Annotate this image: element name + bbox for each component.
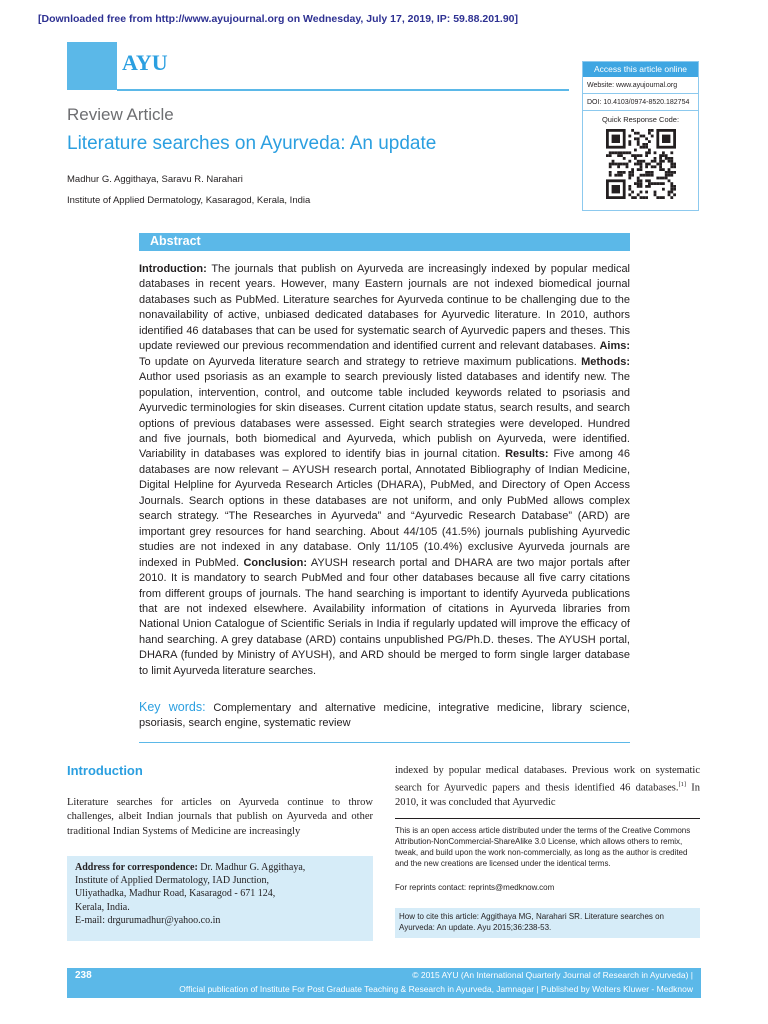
article-type: Review Article bbox=[67, 105, 174, 124]
correspondence-line3: Kerala, India. bbox=[75, 901, 130, 913]
correspondence-box bbox=[67, 856, 373, 941]
results-label: Results: bbox=[505, 448, 549, 461]
introduction-label: Introduction: bbox=[139, 263, 207, 275]
website-link[interactable]: Website: www.ayujournal.org bbox=[583, 77, 698, 94]
license-rule bbox=[395, 818, 700, 819]
abstract-methods: Author used psoriasis as an example to search previously listed databases and identify new. The population, intervention, control, and outcome table included keywords related to psoriasis and Ayurvedic terminologies for skin diseases. Current citation update status, search results, and search options of previous databases were assessed. Eight search strategies were developed. Hundred and five journals, both biomedical and Ayurveda, which publish on Ayurveda, were identified. Variability in databases was explored to identify bias in journal citation. bbox=[139, 371, 630, 461]
correspondence-line1: Institute of Applied Dermatology, IAD Junction, bbox=[75, 875, 270, 887]
abstract-body bbox=[139, 262, 630, 679]
qr-code-icon[interactable] bbox=[606, 129, 676, 199]
page-number: 238 bbox=[75, 970, 92, 981]
correspondence-email[interactable]: E-mail: drgurumadhur@yahoo.co.in bbox=[75, 914, 221, 926]
abstract-aims: To update on Ayurveda literature search and strategy to retrieve maximum publications. bbox=[139, 355, 577, 368]
affiliation: Institute of Applied Dermatology, Kasaragod, Kerala, India bbox=[67, 195, 311, 206]
correspondence-label: Address for correspondence: bbox=[75, 862, 198, 873]
access-online-box bbox=[582, 61, 699, 211]
access-online-heading: Access this article online bbox=[583, 62, 698, 77]
journal-logo-block bbox=[67, 42, 117, 90]
keywords-list: Complementary and alternative medicine, integrative medicine, library science, psoriasis, search engine, systematic review bbox=[139, 702, 630, 730]
footer-publisher: Official publication of Institute For Post Graduate Teaching & Research in Ayurveda, Jamnagar | Published by Wolters Kluwer - Medknow bbox=[179, 984, 693, 994]
introduction-heading: Introduction bbox=[67, 763, 143, 778]
keywords-label: Key words: bbox=[139, 700, 206, 714]
abstract-conclusion: AYUSH research portal and DHARA are two major portals after 2010. It is mandatory to search PubMed and four other databases because all five carry citations from different groups of journals. The hand searching is important to identify Ayurveda publications that are not indexed elsewhere. Availability information of citations in Ayurveda libraries from National Union Catalogue of Scientific Serials in India if regularly updated will improve the efficacy of hand searching. A grey database (ARD) contains unpublished PG/Ph.D. theses. The AYUSH portal, DHARA (funded by Ministry of AYUSH), and ARD should be merged to form single larger database to limit Ayurveda literature searches. bbox=[139, 556, 631, 677]
qr-label: Quick Response Code: bbox=[601, 115, 680, 124]
footer-copyright: © 2015 AYU (An International Quarterly Journal of Research in Ayurveda) | bbox=[412, 970, 693, 980]
header-rule bbox=[117, 89, 569, 91]
abstract-heading-bar bbox=[139, 233, 630, 251]
abstract-introduction: The journals that publish on Ayurveda are increasingly indexed by popular medical databases in recent years. However, many Eastern journals are not indexed biomedical journal databases such as PubMed. Literature searches for Ayurveda continue to be challenging due to the nonavailability of active, unbiased dedicated databases for Ayurvedic literature. In 2010, authors identified 46 databases that can be used for systematic search of Ayurvedic papers and theses. This update reviewed our previous recommendation and identified current and relevant databases. bbox=[139, 263, 631, 353]
keywords bbox=[139, 700, 630, 732]
download-note: [Downloaded free from http://www.ayujournal.org on Wednesday, July 17, 2019, IP: 59.88.201.90] bbox=[38, 13, 519, 25]
introduction-right-text: indexed by popular medical databases. Previous work on systematic search for Ayurvedic papers and thesis identified 46 databases. bbox=[395, 765, 700, 794]
correspondence-name: Dr. Madhur G. Aggithaya, bbox=[200, 862, 306, 873]
authors: Madhur G. Aggithaya, Saravu R. Narahari bbox=[67, 174, 243, 185]
aims-label: Aims: bbox=[599, 340, 631, 353]
introduction-left-column: Literature searches for articles on Ayurveda continue to throw challenges, albeit Indian journals that publish on Ayurveda and other traditional Indian Systems of Medicine are increasingly bbox=[67, 797, 373, 837]
introduction-right-column bbox=[395, 764, 700, 811]
article-title: Literature searches on Ayurveda: An update bbox=[67, 133, 437, 154]
conclusion-label: Conclusion: bbox=[243, 556, 308, 569]
abstract-heading: Abstract bbox=[150, 234, 201, 248]
reprints-contact: For reprints contact: reprints@medknow.com bbox=[395, 883, 555, 892]
methods-label: Methods: bbox=[581, 355, 630, 368]
footer-bar bbox=[67, 968, 701, 998]
citation-mark[interactable]: [1] bbox=[678, 781, 687, 789]
how-to-cite-box: How to cite this article: Aggithaya MG, Narahari SR. Literature searches on Ayurveda: An update. Ayu 2015;36:238-53. bbox=[395, 908, 700, 938]
abstract-rule bbox=[139, 742, 630, 743]
correspondence-line2: Uliyathadka, Madhur Road, Kasaragod - 671 124, bbox=[75, 888, 276, 900]
journal-name: AYU bbox=[122, 50, 168, 75]
license-notice: This is an open access article distributed under the terms of the Creative Commons Attribution-NonCommercial-ShareAlike 3.0 License, which allows others to remix, tweak, and build upon the work non-commercially, as long as the author is credited and the new creations are licensed under the identical terms. bbox=[395, 826, 691, 868]
introduction-right-tail: In 2010, it was concluded that Ayurvedic bbox=[395, 782, 701, 809]
abstract-results: Five among 46 databases are now relevant – AYUSH research portal, Annotated Bibliography of Indian Medicine, Digital Helpline for Ayurveda Research Articles (DHARA), PubMed, and Directory of Open Access Journals. Search options in these databases are not uniform, and only PubMed allows complex search strategy. “The Researches in Ayurveda” and “Ayurvedic Research Database” (ARD) are important grey resources for hand searching. About 44/105 (41.5%) journals publishing Ayurvedic studies are not indexed in any database. Only 11/105 (10.4%) exclusive Ayurveda journals are indexed in PubMed. bbox=[139, 448, 630, 569]
doi-link[interactable]: DOI: 10.4103/0974-8520.182754 bbox=[583, 94, 698, 111]
